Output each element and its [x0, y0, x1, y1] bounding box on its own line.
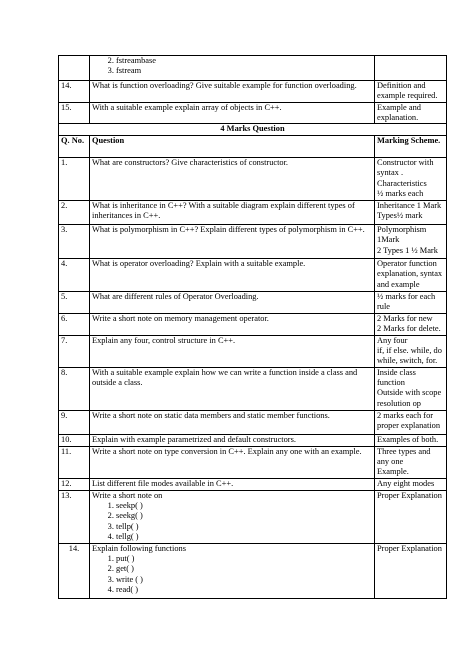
table-row: [59, 259, 447, 292]
question-text: Write a short note on type conversion in C++. Explain any one with an example.: [90, 446, 375, 478]
question-number: 14.: [59, 543, 90, 598]
table-row: [59, 434, 447, 446]
table-row: [59, 335, 447, 367]
question-text: Explain with example parametrized and default constructors.: [90, 434, 375, 446]
marking-scheme: Polymorphism 1Mark 2 Types 1 ½ Mark: [375, 225, 447, 259]
question-number: 6.: [59, 313, 90, 335]
sub-list: [92, 501, 372, 542]
table-row: [59, 102, 447, 124]
question-text: Write a short note on static data members and static member functions.: [90, 410, 375, 434]
table-row: [59, 446, 447, 478]
question-text: What are different rules of Operator Overloading.: [90, 292, 375, 314]
marking-scheme: Proper Explanation: [375, 490, 447, 543]
question-text: Explain any four, control structure in C++.: [90, 335, 375, 367]
section-title: 4 Marks Question: [59, 124, 447, 136]
marking-scheme: Inheritance 1 Mark Types½ mark: [375, 201, 447, 225]
question-number: 13.: [59, 490, 90, 543]
table-row: [59, 490, 447, 543]
list-item: 2. seekg( ): [116, 511, 372, 521]
question-text: Write a short note on memory management operator.: [90, 313, 375, 335]
marking-scheme: Three types and any one Example.: [375, 446, 447, 478]
table-row: [59, 201, 447, 225]
question-number: 4.: [59, 259, 90, 292]
marking-scheme: Constructor with syntax . Characteristics ½ marks each: [375, 158, 447, 201]
question-paper-page: [58, 55, 446, 599]
marking-scheme: 2 marks each for proper explanation: [375, 410, 447, 434]
table-row: [59, 367, 447, 410]
marking-scheme: Example and explanation.: [375, 102, 447, 124]
list-item: 4. read( ): [116, 585, 372, 595]
question-number: 5.: [59, 292, 90, 314]
question-text: [90, 543, 375, 598]
question-number: 9.: [59, 410, 90, 434]
question-text: [90, 490, 375, 543]
header-marking-scheme: Marking Scheme.: [375, 136, 447, 158]
question-number: 1.: [59, 158, 90, 201]
question-text: With a suitable example explain array of objects in C++.: [90, 102, 375, 124]
marking-scheme: [375, 56, 447, 81]
question-text: What is inheritance in C++? With a suitable diagram explain different types of inheritances in C++.: [90, 201, 375, 225]
table-row: [59, 292, 447, 314]
list-item: 2. fstreambase: [116, 56, 372, 66]
question-text: [90, 56, 375, 81]
table-row: [59, 81, 447, 103]
list-item: 1. put( ): [116, 554, 372, 564]
table-row: [59, 543, 447, 598]
marking-scheme: Any eight modes: [375, 478, 447, 490]
question-number: 15.: [59, 102, 90, 124]
marking-scheme: Proper Explanation: [375, 543, 447, 598]
sub-list: [92, 554, 372, 595]
list-item: 2. get( ): [116, 564, 372, 574]
table-row: [59, 158, 447, 201]
question-number: 8.: [59, 367, 90, 410]
question-number: 12.: [59, 478, 90, 490]
table-row: [59, 313, 447, 335]
list-item: 1. seekp( ): [116, 501, 372, 511]
section-heading-row: [59, 124, 447, 136]
table-row: [59, 225, 447, 259]
list-item: 3. tellp( ): [116, 522, 372, 532]
marking-scheme: Any four if, if else. while, do while, switch, for.: [375, 335, 447, 367]
marking-scheme: Inside class function Outside with scope resolution op: [375, 367, 447, 410]
question-text: With a suitable example explain how we can write a function inside a class and outside a class.: [90, 367, 375, 410]
marking-scheme: Definition and example required.: [375, 81, 447, 103]
table-row: [59, 478, 447, 490]
question-intro: Write a short note on: [92, 490, 163, 500]
question-text: What is operator overloading? Explain with a suitable example.: [90, 259, 375, 292]
question-number: 14.: [59, 81, 90, 103]
question-intro: Explain following functions: [92, 543, 186, 553]
question-number: 11.: [59, 446, 90, 478]
marking-scheme-table: [58, 55, 447, 599]
header-qno: Q. No.: [59, 136, 90, 158]
question-text: What is polymorphism in C++? Explain different types of polymorphism in C++.: [90, 225, 375, 259]
marking-scheme: 2 Marks for new 2 Marks for delete.: [375, 313, 447, 335]
marking-scheme: ½ marks for each rule: [375, 292, 447, 314]
question-text: List different file modes available in C++.: [90, 478, 375, 490]
question-text: What is function overloading? Give suitable example for function overloading.: [90, 81, 375, 103]
list-item: 3. write ( ): [116, 575, 372, 585]
marking-scheme: Operator function explanation, syntax and example: [375, 259, 447, 292]
question-number: 3.: [59, 225, 90, 259]
question-number: 2.: [59, 201, 90, 225]
table-header-row: [59, 136, 447, 158]
list-item: 4. tellg( ): [116, 532, 372, 542]
table-row: [59, 410, 447, 434]
question-number: 7.: [59, 335, 90, 367]
sub-list: [92, 56, 372, 77]
list-item: 3. fstream: [116, 66, 372, 76]
question-number: 10.: [59, 434, 90, 446]
header-question: Question: [90, 136, 375, 158]
table-row: [59, 56, 447, 81]
question-number: [59, 56, 90, 81]
marking-scheme: Examples of both.: [375, 434, 447, 446]
question-text: What are constructors? Give characteristics of constructor.: [90, 158, 375, 201]
